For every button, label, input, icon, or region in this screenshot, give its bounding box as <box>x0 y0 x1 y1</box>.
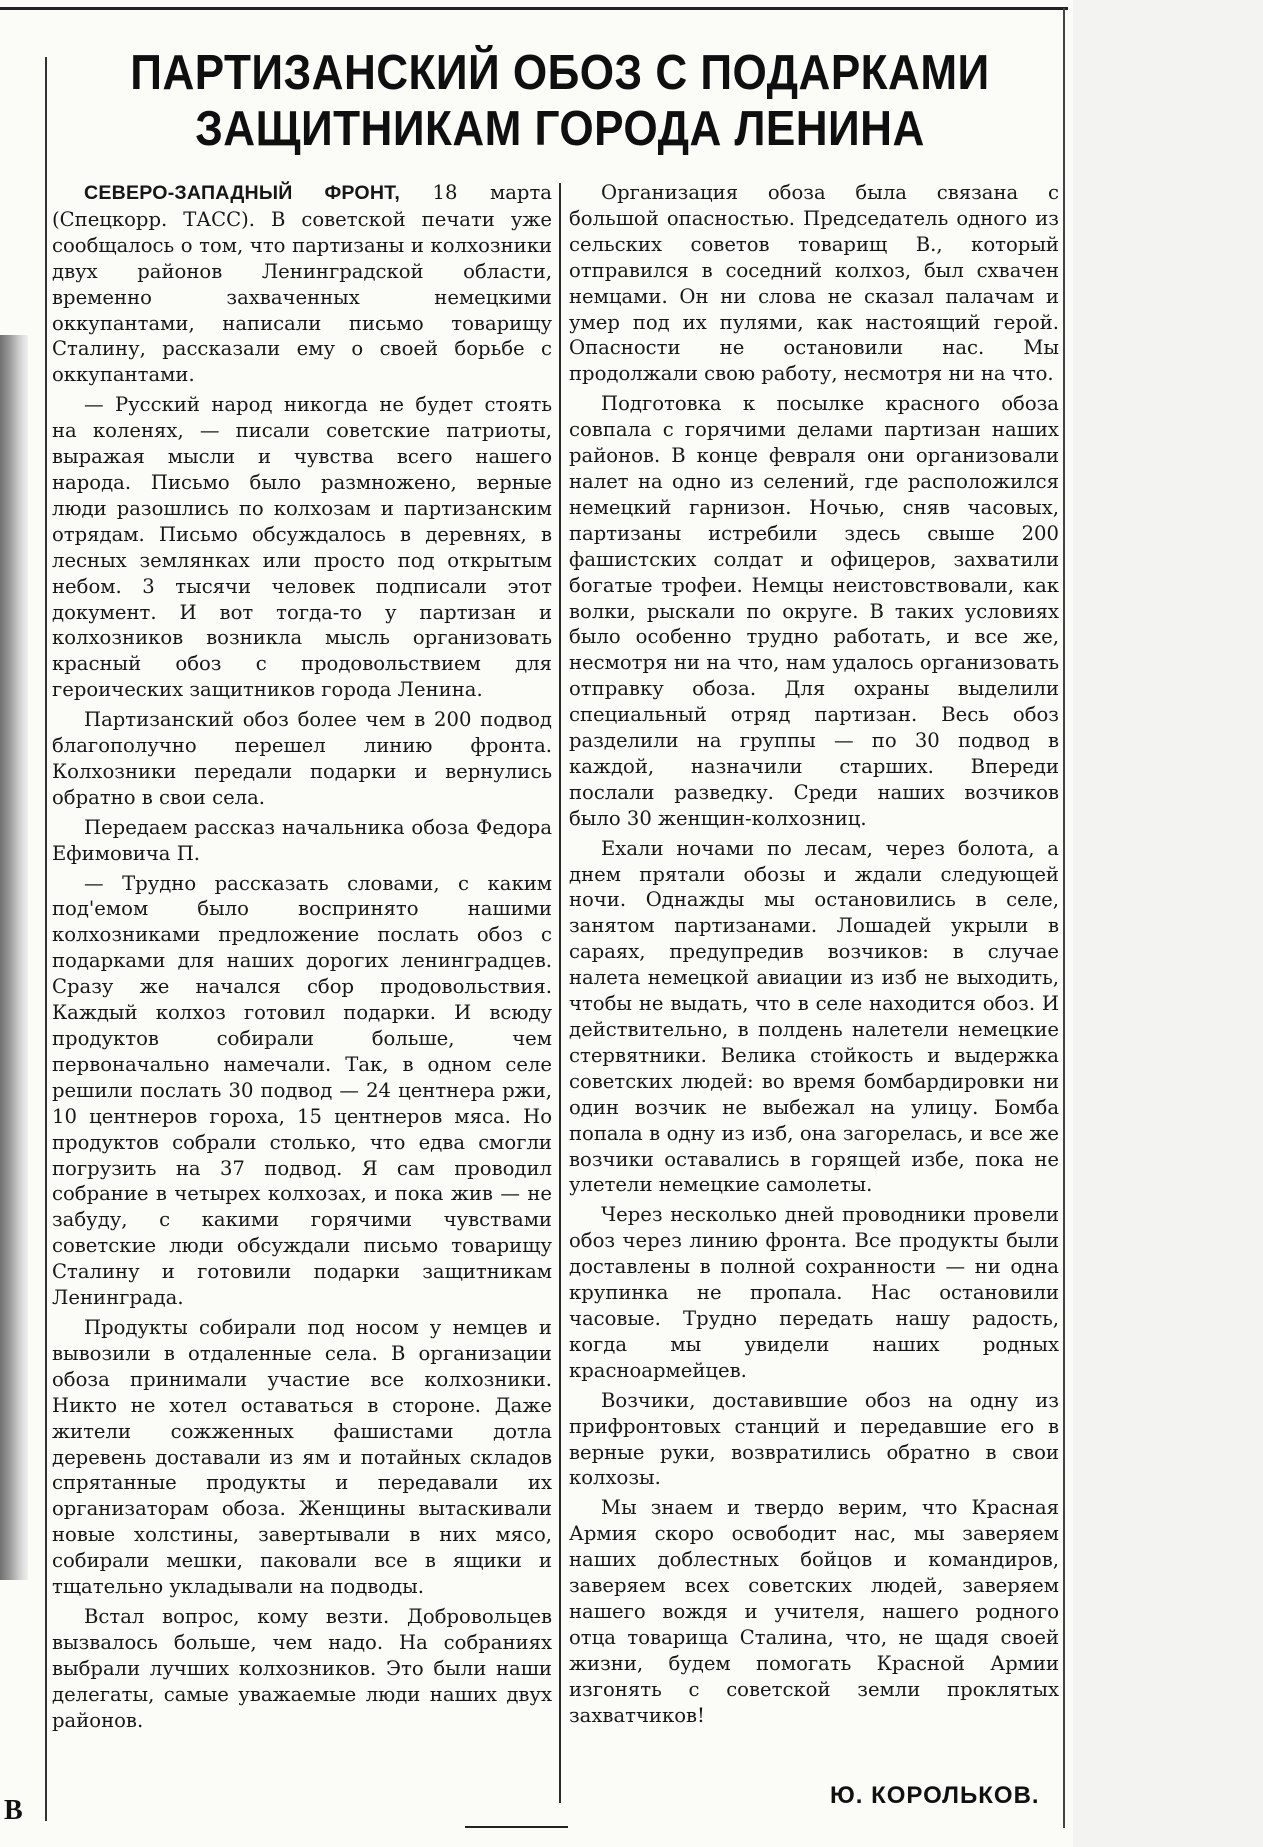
article-paragraph: Продукты собирали под носом у немцев и вывозили в отдаленные села. В организации обоза принимали участие все колхозники. Никто не хотел оставаться в стороне. Даже жители сожженных фашистами дотла деревень доставали из ям и потайных складов спрятанные продукты и передавали их организаторам обоза. Женщины вытаскивали новые холстины, завертывали в них мясо, собирали мешки, паковали все в ящики и тщательно укладывали на подводы. <box>52 1315 552 1599</box>
article-paragraph: Ехали ночами по лесам, через болота, а днем прятали обозы и ждали следующей ночи. Однажды мы остановились в селе, занятом партизанами. Лошадей укрыли в сараях, предупредив возчиков: в случае налета немецкой авиации из изб не выходить, чтобы не выдать, что в селе находится обоз. И действительно, в полдень налетели немецкие стервятники. Велика стойкость и выдержка советских людей: во время бомбардировки ни один возчик не выбежал на улицу. Бомба попала в одну из изб, она загорелась, и все же возчики оставались в горящей избе, пока не улетели немецкие самолеты. <box>569 836 1059 1197</box>
adjacent-photo-fragment <box>0 335 28 1580</box>
article-paragraph: Передаем рассказ начальника обоза Федора Ефимовича П. <box>52 815 552 865</box>
article-paragraph: Партизанский обоз более чем в 200 подвод благополучно перешел линию фронта. Колхозники передали подарки и вернулись обратно в свои села. <box>52 708 552 809</box>
margin-letter: В <box>4 1795 23 1826</box>
article-column-left <box>52 180 552 1737</box>
article-paragraph: Через несколько дней проводники провели обоз через линию фронта. Все продукты были доставлены в полной сохранности — ни одна крупинка не пропала. Нас остановили часовые. Трудно передать нашу радость, когда мы увидели наших родных красноармейцев. <box>569 1203 1059 1382</box>
headline-line-1: ПАРТИЗАНСКИЙ ОБОЗ С ПОДАРКАМИ <box>130 46 990 100</box>
author-signature: Ю. КОРОЛЬКОВ. <box>830 1782 1040 1809</box>
article-paragraph: Встал вопрос, кому везти. Добровольцев вызвалось больше, чем надо. На собраниях выбрали лучших колхозников. Это были наши делегаты, самые уважаемые люди наших двух районов. <box>52 1604 552 1732</box>
article-paragraph: Организация обоза была связана с большой опасностью. Председатель одного из сельских советов товарищ В., который отправился в соседний колхоз, был схвачен немцами. Он ни слова не сказал палачам и умер под их пулями, как настоящий герой. Опасности не остановили нас. Мы продолжали свою работу, несмотря ни на что. <box>569 181 1059 386</box>
article-paragraph: — Русский народ никогда не будет стоять на коленях, — писали советские патриоты, выражая мысли и чувства всего нашего народа. Письмо было размножено, верные люди разошлись по колхозам и партизанским отрядам. Письмо обсуждалось в деревнях, в лесных землянках или просто под открытым небом. 3 тысячи человек подписали этот документ. И вот тогда-то у партизан и колхозников возникла мысль организовать красный обоз с продовольствием для героических защитников города Ленина. <box>52 393 552 702</box>
article-paragraph: Подготовка к посылке красного обоза совпала с горячими делами партизан наших районов. В конце февраля они организовали налет на одно из селений, где расположился немецкий гарнизон. Ночью, сняв часовых, партизаны истребили здесь свыше 200 фашистских солдат и офицеров, захватили богатые трофеи. Немцы неистовствовали, как волки, рыскали по округе. В таких условиях было особенно трудно работать, и все же, несмотря ни на что, нам удалось организовать отправку обоза. Для охраны выделили специальный отряд партизан. Весь обоз разделили на группы — по 30 подвод в каждой, назначили старших. Впереди послали разведку. Среди наших возчиков было 30 женщин-колхозниц. <box>569 392 1059 830</box>
article-paragraph <box>52 180 552 388</box>
dateline: СЕВЕРО-ЗАПАДНЫЙ ФРОНТ, <box>84 182 401 204</box>
lead-text: 18 марта (Спецкорр. ТАСС). В советской печати уже сообщалось о том, что партизаны и колхозники двух районов Ленинградской области, временно захваченных немецкими оккупантами, написали письмо товарищу Сталину, рассказали ему о своей борьбе с оккупантами. <box>52 181 552 387</box>
end-rule <box>465 1826 568 1828</box>
right-column-rule <box>1063 8 1065 1828</box>
article-headline <box>110 45 1010 157</box>
top-rule <box>0 7 1068 10</box>
article-paragraph: Мы знаем и твердо верим, что Красная Армия скоро освободит нас, мы заверяем наших доблестных бойцов и командиров, заверяем всех советских людей, заверяем нашего вождя и учителя, нашего родного отца товарища Сталина, что, не щадя своей жизни, будем помогать Красной Армии изгонять с советской земли проклятых захватчиков! <box>569 1496 1059 1727</box>
left-column-rule <box>45 57 47 1821</box>
article-column-right <box>569 180 1059 1732</box>
headline-line-2: ЗАЩИТНИКАМ ГОРОДА ЛЕНИНА <box>195 102 925 156</box>
page-edge <box>1073 0 1263 1847</box>
article-paragraph: Возчики, доставившие обоз на одну из прифронтовых станций и передавшие его в верные руки, возвратились обратно в свои колхозы. <box>569 1388 1059 1490</box>
column-divider <box>559 183 561 1803</box>
article-paragraph: — Трудно рассказать словами, с каким под'емом было воспринято нашими колхозниками предложение послать обоз с подарками для наших дорогих ленинградцев. Сразу же начался сбор продовольствия. Каждый колхоз готовил подарки. И всюду продуктов собирали больше, чем первоначально намечали. Так, в одном селе решили послать 30 подвод — 24 центнера ржи, 10 центнеров гороха, 15 центнеров мяса. Но продуктов собрали столько, что едва смогли погрузить на 37 подвод. Я сам проводил собрание в четырех колхозах, и пока жив — не забуду, с какими горячими чувствами советские люди обсуждали письмо товарищу Сталину и готовили подарки защитникам Ленинграда. <box>52 871 552 1310</box>
